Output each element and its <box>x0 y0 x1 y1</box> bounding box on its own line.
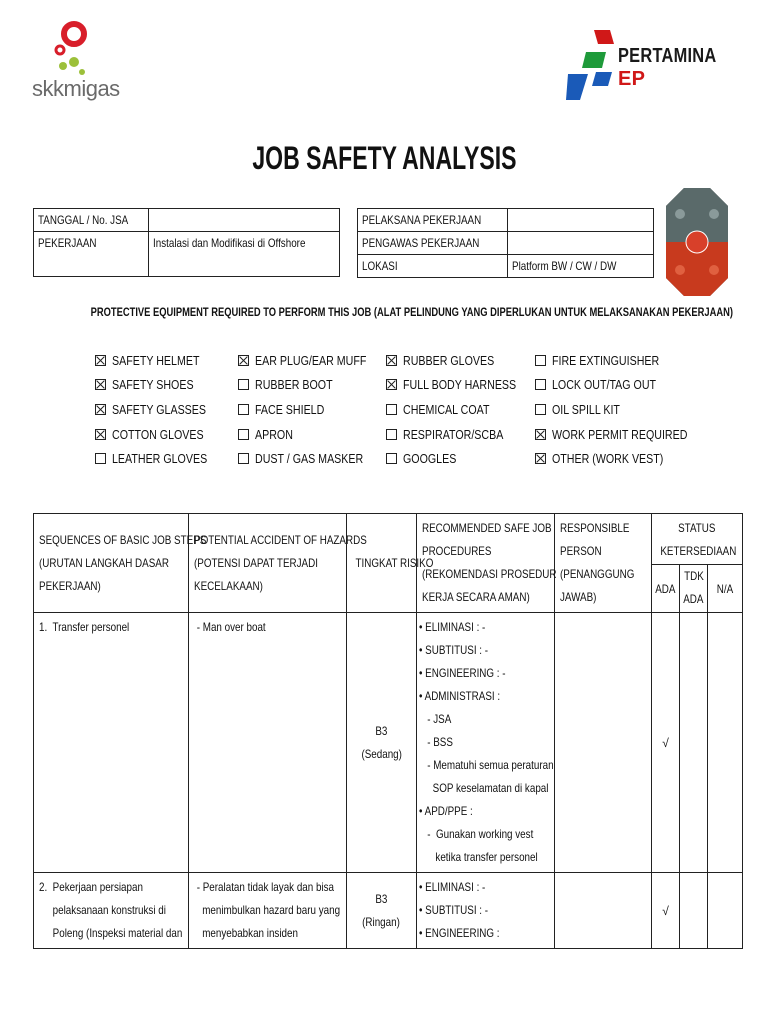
info-value[interactable] <box>508 209 654 232</box>
status-tdk-cell[interactable] <box>680 613 708 873</box>
status-na-cell[interactable] <box>708 873 743 949</box>
step-cell: 2. Pekerjaan persiapan pelaksanaan konstruksi di Poleng (Inspeksi material dan <box>34 873 189 949</box>
info-row <box>358 232 654 255</box>
checkbox-icon[interactable] <box>95 379 106 390</box>
step-cell: 1. Transfer personel <box>34 613 189 873</box>
info-label: PELAKSANA PEKERJAAN <box>358 209 508 232</box>
checkbox-icon[interactable] <box>238 355 249 366</box>
checkbox-icon[interactable] <box>535 379 546 390</box>
ppe-wheel-icon <box>664 184 730 300</box>
info-table-left <box>33 208 340 277</box>
risk-cell: B3 (Sedang) <box>347 613 417 873</box>
procedures-cell: • ELIMINASI : - • SUBTITUSI : - • ENGINEERING : <box>417 873 555 949</box>
info-label: TANGGAL / No. JSA <box>34 209 149 232</box>
ppe-item[interactable]: EAR PLUG/EAR MUFF <box>238 348 388 373</box>
info-value[interactable]: Instalasi dan Modifikasi di Offshore <box>149 232 340 277</box>
pertamina-ep-logo-text: PERTAMINA EP <box>618 45 717 90</box>
info-value[interactable] <box>508 232 654 255</box>
status-ada-cell[interactable]: √ <box>652 613 680 873</box>
checkbox-icon[interactable] <box>535 453 546 464</box>
hazard-cell: - Peralatan tidak layak dan bisa menimbulkan hazard baru yang menyebabkan insiden <box>189 873 347 949</box>
procedures-cell: • ELIMINASI : - • SUBTITUSI : - • ENGINEERING : - • ADMINISTRASI : - JSA - BSS - Mematuhi semua peraturan SOP keselamatan di kapal • APD/PPE : - Gunakan working vest ketika transfer personel <box>417 613 555 873</box>
checkbox-icon[interactable] <box>238 429 249 440</box>
ppe-item[interactable]: LEATHER GLOVES <box>95 446 245 471</box>
info-row <box>358 209 654 232</box>
info-value[interactable]: Platform BW / CW / DW <box>508 255 654 278</box>
ppe-item[interactable]: LOCK OUT/TAG OUT <box>535 373 685 398</box>
checkbox-icon[interactable] <box>535 355 546 366</box>
header-status-na: N/A <box>708 565 743 613</box>
checkbox-icon[interactable] <box>386 404 397 415</box>
ppe-item[interactable]: SAFETY SHOES <box>95 373 245 398</box>
ppe-item[interactable]: OTHER (WORK VEST) <box>535 446 685 471</box>
responsible-cell[interactable] <box>555 873 652 949</box>
checkbox-icon[interactable] <box>386 453 397 464</box>
info-value[interactable] <box>149 209 340 232</box>
ppe-item[interactable]: RUBBER GLOVES <box>386 348 536 373</box>
info-row <box>358 255 654 278</box>
table-row <box>34 873 743 949</box>
header-hazards: POTENTIAL ACCIDENT OF HAZARDS (POTENSI DAPAT TERJADI KECELAKAAN) <box>189 514 347 613</box>
info-label: PENGAWAS PEKERJAAN <box>358 232 508 255</box>
jsa-table <box>33 513 743 949</box>
info-label: LOKASI <box>358 255 508 278</box>
checkbox-icon[interactable] <box>95 453 106 464</box>
ppe-item[interactable]: APRON <box>238 422 388 447</box>
ppe-item[interactable]: OIL SPILL KIT <box>535 397 685 422</box>
checkbox-icon[interactable] <box>535 429 546 440</box>
ppe-column <box>535 348 688 471</box>
ppe-item[interactable]: FACE SHIELD <box>238 397 388 422</box>
risk-cell: B3 (Ringan) <box>347 873 417 949</box>
header-steps: SEQUENCES OF BASIC JOB STEPS (URUTAN LANGKAH DASAR PEKERJAAN) <box>34 514 189 613</box>
ppe-item[interactable]: RUBBER BOOT <box>238 373 388 398</box>
responsible-cell[interactable] <box>555 613 652 873</box>
ppe-item[interactable]: RESPIRATOR/SCBA <box>386 422 536 447</box>
header-procedures: RECOMMENDED SAFE JOB PROCEDURES (REKOMENDASI PROSEDUR KERJA SECARA AMAN) <box>417 514 555 613</box>
header-status-tdk: TDK ADA <box>680 565 708 613</box>
info-row <box>34 232 340 277</box>
ppe-item[interactable]: COTTON GLOVES <box>95 422 245 447</box>
checkbox-icon[interactable] <box>238 379 249 390</box>
checkbox-icon[interactable] <box>386 429 397 440</box>
header-risk: TINGKAT RISIKO <box>347 514 417 613</box>
checkbox-icon[interactable] <box>238 404 249 415</box>
status-tdk-cell[interactable] <box>680 873 708 949</box>
ppe-heading: PROTECTIVE EQUIPMENT REQUIRED TO PERFORM THIS JOB (ALAT PELINDUNG YANG DIPERLUKAN UNTUK MELAKSANAKAN PEKERJAAN) <box>90 305 734 319</box>
checkbox-icon[interactable] <box>95 404 106 415</box>
hazard-cell: - Man over boat <box>189 613 347 873</box>
ppe-item[interactable]: WORK PERMIT REQUIRED <box>535 422 685 447</box>
ppe-item[interactable]: SAFETY GLASSES <box>95 397 245 422</box>
ppe-item[interactable]: FULL BODY HARNESS <box>386 373 536 398</box>
ppe-column <box>238 348 388 471</box>
table-row <box>34 613 743 873</box>
header-responsible: RESPONSIBLE PERSON (PENANGGUNG JAWAB) <box>555 514 652 613</box>
ppe-column <box>386 348 536 471</box>
ppe-item[interactable]: CHEMICAL COAT <box>386 397 536 422</box>
ppe-item[interactable]: FIRE EXTINGUISHER <box>535 348 685 373</box>
ppe-item[interactable]: DUST / GAS MASKER <box>238 446 388 471</box>
checkbox-icon[interactable] <box>386 379 397 390</box>
header-status-ada: ADA <box>652 565 680 613</box>
info-label: PEKERJAAN <box>34 232 149 277</box>
ppe-item[interactable]: GOOGLES <box>386 446 536 471</box>
header-status: STATUS KETERSEDIAAN <box>652 514 743 565</box>
status-na-cell[interactable] <box>708 613 743 873</box>
checkbox-icon[interactable] <box>386 355 397 366</box>
page-title: JOB SAFETY ANALYSIS <box>251 140 517 176</box>
table-header-row <box>34 514 743 565</box>
info-row <box>34 209 340 232</box>
checkbox-icon[interactable] <box>238 453 249 464</box>
ppe-item[interactable]: SAFETY HELMET <box>95 348 245 373</box>
ppe-column <box>95 348 245 471</box>
checkbox-icon[interactable] <box>95 355 106 366</box>
skkmigas-logo-text: skkmigas <box>32 76 120 101</box>
checkbox-icon[interactable] <box>95 429 106 440</box>
checkbox-icon[interactable] <box>535 404 546 415</box>
info-table-right <box>357 208 654 278</box>
status-ada-cell[interactable]: √ <box>652 873 680 949</box>
